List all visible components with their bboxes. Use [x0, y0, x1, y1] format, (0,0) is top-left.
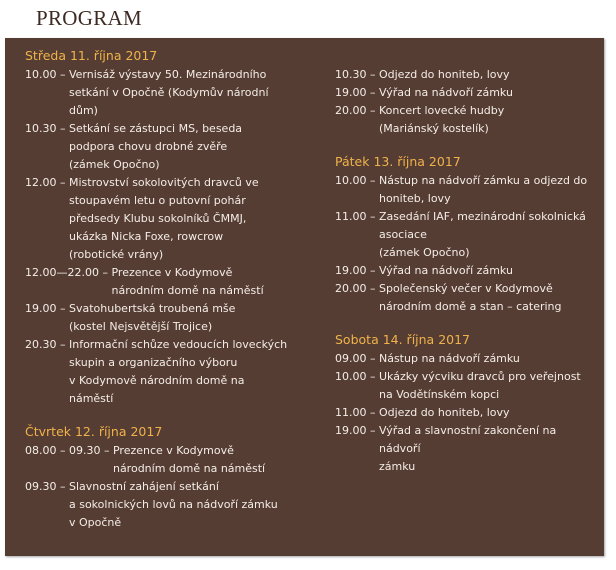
program-entry — [25, 264, 330, 300]
entry-time: 19.00 – — [335, 264, 379, 277]
entry-line: dům) — [68, 104, 98, 117]
entry-line: ukázka Nicka Foxe, rowcrow — [68, 230, 224, 243]
program-entry — [335, 368, 597, 404]
entry-line: národním domě na náměstí — [111, 284, 264, 297]
entry-description — [379, 350, 597, 368]
entry-line: na Vodětínském kopci — [378, 388, 500, 401]
entry-time: 10.00 – — [335, 370, 379, 383]
program-entry — [25, 336, 330, 408]
entry-line: národním domě na náměstí — [112, 462, 266, 475]
entry-line: Nástup na nádvoří zámku a odjezd do — [378, 174, 588, 187]
day-heading: Čtvrtek 12. října 2017 — [25, 424, 163, 439]
program-entry — [335, 422, 597, 476]
entry-time: 10.30 – — [335, 68, 379, 81]
entry-line: náměstí — [68, 392, 114, 405]
page-title: PROGRAM — [36, 6, 142, 30]
entry-description — [69, 174, 330, 264]
entry-time: 10.00 – — [335, 174, 379, 187]
entry-description — [69, 120, 330, 174]
program-entry — [335, 404, 597, 422]
program-entry — [25, 478, 330, 532]
entry-line: a sokolnických lovů na nádvoří zámku — [68, 498, 278, 511]
day-heading: Sobota 14. října 2017 — [335, 332, 471, 347]
entry-time: 11.00 – — [335, 406, 379, 419]
program-entry — [25, 66, 330, 120]
program-entry — [335, 172, 597, 208]
program-entry — [335, 350, 597, 368]
entry-line: zámku — [378, 460, 416, 473]
entry-line: Odjezd do honiteb, lovy — [378, 68, 510, 81]
program-entry — [335, 66, 597, 84]
entry-time: 20.00 – — [335, 104, 379, 117]
entry-line: (robotické vrány) — [68, 248, 164, 261]
entry-time: 19.00 – — [335, 86, 379, 99]
program-entry — [25, 174, 330, 264]
entry-line: Společenský večer v Kodymově — [378, 282, 553, 295]
entry-description — [111, 264, 330, 300]
entry-line: (zámek Opočno) — [68, 158, 160, 171]
entry-line: stoupavém letu o putovní pohár — [68, 194, 246, 207]
entry-line: národním domě a stan – catering — [378, 300, 562, 313]
entry-description — [69, 336, 330, 408]
entry-line: Mistrovství sokolovitých dravců ve — [68, 176, 259, 189]
program-entry — [25, 120, 330, 174]
entry-time: 11.00 – — [335, 210, 379, 223]
entry-line: Ukázky výcviku dravců pro veřejnost — [378, 370, 581, 383]
entry-description — [379, 84, 597, 102]
entry-line: Zasedání IAF, mezinárodní sokolnická — [378, 210, 586, 223]
program-entry — [335, 280, 597, 316]
entry-time: 20.30 – — [25, 338, 69, 351]
entry-line: Výřad a slavnostní zakončení na nádvoří — [378, 424, 557, 455]
entry-description — [69, 300, 330, 336]
entry-description — [379, 280, 597, 316]
entry-time: 19.00 – — [335, 424, 379, 437]
entry-line: Nástup na nádvoří zámku — [378, 352, 520, 365]
day-heading: Pátek 13. října 2017 — [335, 154, 461, 169]
entry-time: 20.00 – — [335, 282, 379, 295]
entry-time: 12.00 – — [25, 176, 69, 189]
entry-description — [113, 442, 330, 478]
entry-line: předsedy Klubu sokolníků ČMMJ, — [68, 212, 247, 225]
program-column-left — [25, 46, 330, 532]
entry-line: setkání v Opočně (Kodymův národní — [68, 86, 269, 99]
entry-time: 09.00 – — [335, 352, 379, 365]
entry-line: podpora chovu drobné zvěře — [68, 140, 228, 153]
entry-line: (kostel Nejsvětější Trojice) — [68, 320, 213, 333]
entry-line: Vernisáž výstavy 50. Mezinárodního — [68, 68, 267, 81]
day-heading: Středa 11. října 2017 — [25, 48, 158, 63]
entry-line: Odjezd do honiteb, lovy — [378, 406, 510, 419]
entry-description — [379, 102, 597, 138]
entry-line: Prezence v Kodymově — [112, 444, 234, 457]
program-entry — [25, 300, 330, 336]
program-entry — [335, 262, 597, 280]
entry-time: 09.30 – — [25, 480, 69, 493]
entry-line: asociace — [378, 228, 427, 241]
entry-line: Výřad na nádvoří zámku — [378, 86, 513, 99]
entry-description — [379, 208, 597, 262]
entry-time: 19.00 – — [25, 302, 69, 315]
entry-time: 08.00 – 09.30 – — [25, 444, 113, 457]
entry-description — [379, 422, 597, 476]
entry-line: skupin a organizačního výboru — [68, 356, 238, 369]
entry-description — [379, 368, 597, 404]
program-entry — [335, 208, 597, 262]
entry-description — [379, 172, 597, 208]
entry-description — [379, 66, 597, 84]
entry-line: Výřad na nádvoří zámku — [378, 264, 513, 277]
entry-time: 12.00—22.00 – — [25, 266, 112, 279]
program-entry — [335, 102, 597, 138]
entry-line: v Kodymově národním domě na — [68, 374, 245, 387]
entry-line: Slavnostní zahájení setkání — [68, 480, 219, 493]
entry-time: 10.00 – — [25, 68, 69, 81]
entry-description — [69, 66, 330, 120]
entry-description — [379, 262, 597, 280]
entry-line: honiteb, lovy — [378, 192, 451, 205]
entry-line: (Mariánský kostelík) — [378, 122, 489, 135]
entry-line: Svatohubertská troubená mše — [68, 302, 236, 315]
entry-line: Koncert lovecké hudby — [378, 104, 505, 117]
entry-description — [69, 478, 330, 532]
entry-description — [379, 404, 597, 422]
entry-line: Setkání se zástupci MS, beseda — [68, 122, 243, 135]
program-column-right — [335, 66, 597, 476]
entry-line: v Opočně — [68, 516, 122, 529]
program-panel — [5, 38, 604, 556]
program-entry — [335, 84, 597, 102]
entry-line: (zámek Opočno) — [378, 246, 470, 259]
entry-line: Informační schůze vedoucích loveckých — [68, 338, 288, 351]
entry-time: 10.30 – — [25, 122, 69, 135]
entry-line: Prezence v Kodymově — [111, 266, 233, 279]
program-entry — [25, 442, 330, 478]
